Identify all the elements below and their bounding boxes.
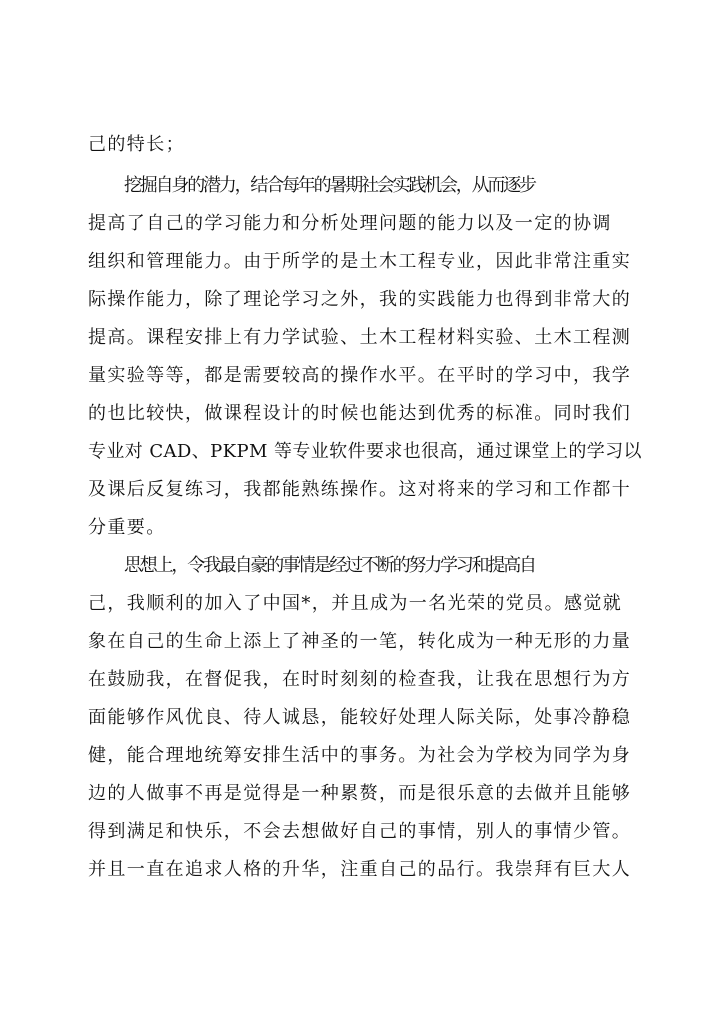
text-line: 在鼓励我，在督促我，在时时刻刻的检查我，让我在思想行为方 <box>88 669 632 690</box>
text-line: 提高。课程安排上有力学试验、土木工程材料实验、土木工程测 <box>88 327 632 348</box>
text-line: 健，能合理地统筹安排生活中的事务。为社会为学校为同学为身 <box>88 745 632 766</box>
text-line: 专业对 CAD、PKPM 等专业软件要求也很高，通过课堂上的学习以 <box>88 441 642 462</box>
text-line: 己，我顺利的加入了中国*，并且成为一名光荣的党员。感觉就 <box>88 593 623 614</box>
text-line: 量实验等等，都是需要较高的操作水平。在平时的学习中，我学 <box>88 365 632 386</box>
text-line: 提高了自己的学习能力和分析处理问题的能力以及一定的协调 <box>88 213 612 234</box>
text-line: 得到满足和快乐，不会去想做好自己的事情，别人的事情少管。 <box>88 821 632 842</box>
text-line: 象在自己的生命上添上了神圣的一笔，转化成为一种无形的力量 <box>88 631 632 652</box>
text-line: 边的人做事不再是觉得是一种累赘，而是很乐意的去做并且能够 <box>88 783 632 804</box>
paragraph-first-line: 思想上，令我最自豪的事情是经过不断的努力学习和提高自 <box>124 555 535 576</box>
text-line: 及课后反复练习，我都能熟练操作。这对将来的学习和工作都十 <box>88 479 632 500</box>
text-line: 组织和管理能力。由于所学的是土木工程专业，因此非常注重实 <box>88 251 632 272</box>
text-line: 际操作能力，除了理论学习之外，我的实践能力也得到非常大的 <box>88 289 632 310</box>
text-line: 并且一直在追求人格的升华，注重自己的品行。我崇拜有巨大人 <box>88 859 632 880</box>
text-line: 分重要。 <box>88 517 166 538</box>
paragraph-first-line: 挖掘自身的潜力，结合每年的暑期社会实践机会，从而逐步 <box>124 175 535 196</box>
text-line: 面能够作风优良、待人诚恳，能较好处理人际关际，处事冷静稳 <box>88 707 632 728</box>
text-line: 的也比较快，做课程设计的时候也能达到优秀的标准。同时我们 <box>88 403 632 424</box>
text-line: 己的特长； <box>88 134 185 155</box>
